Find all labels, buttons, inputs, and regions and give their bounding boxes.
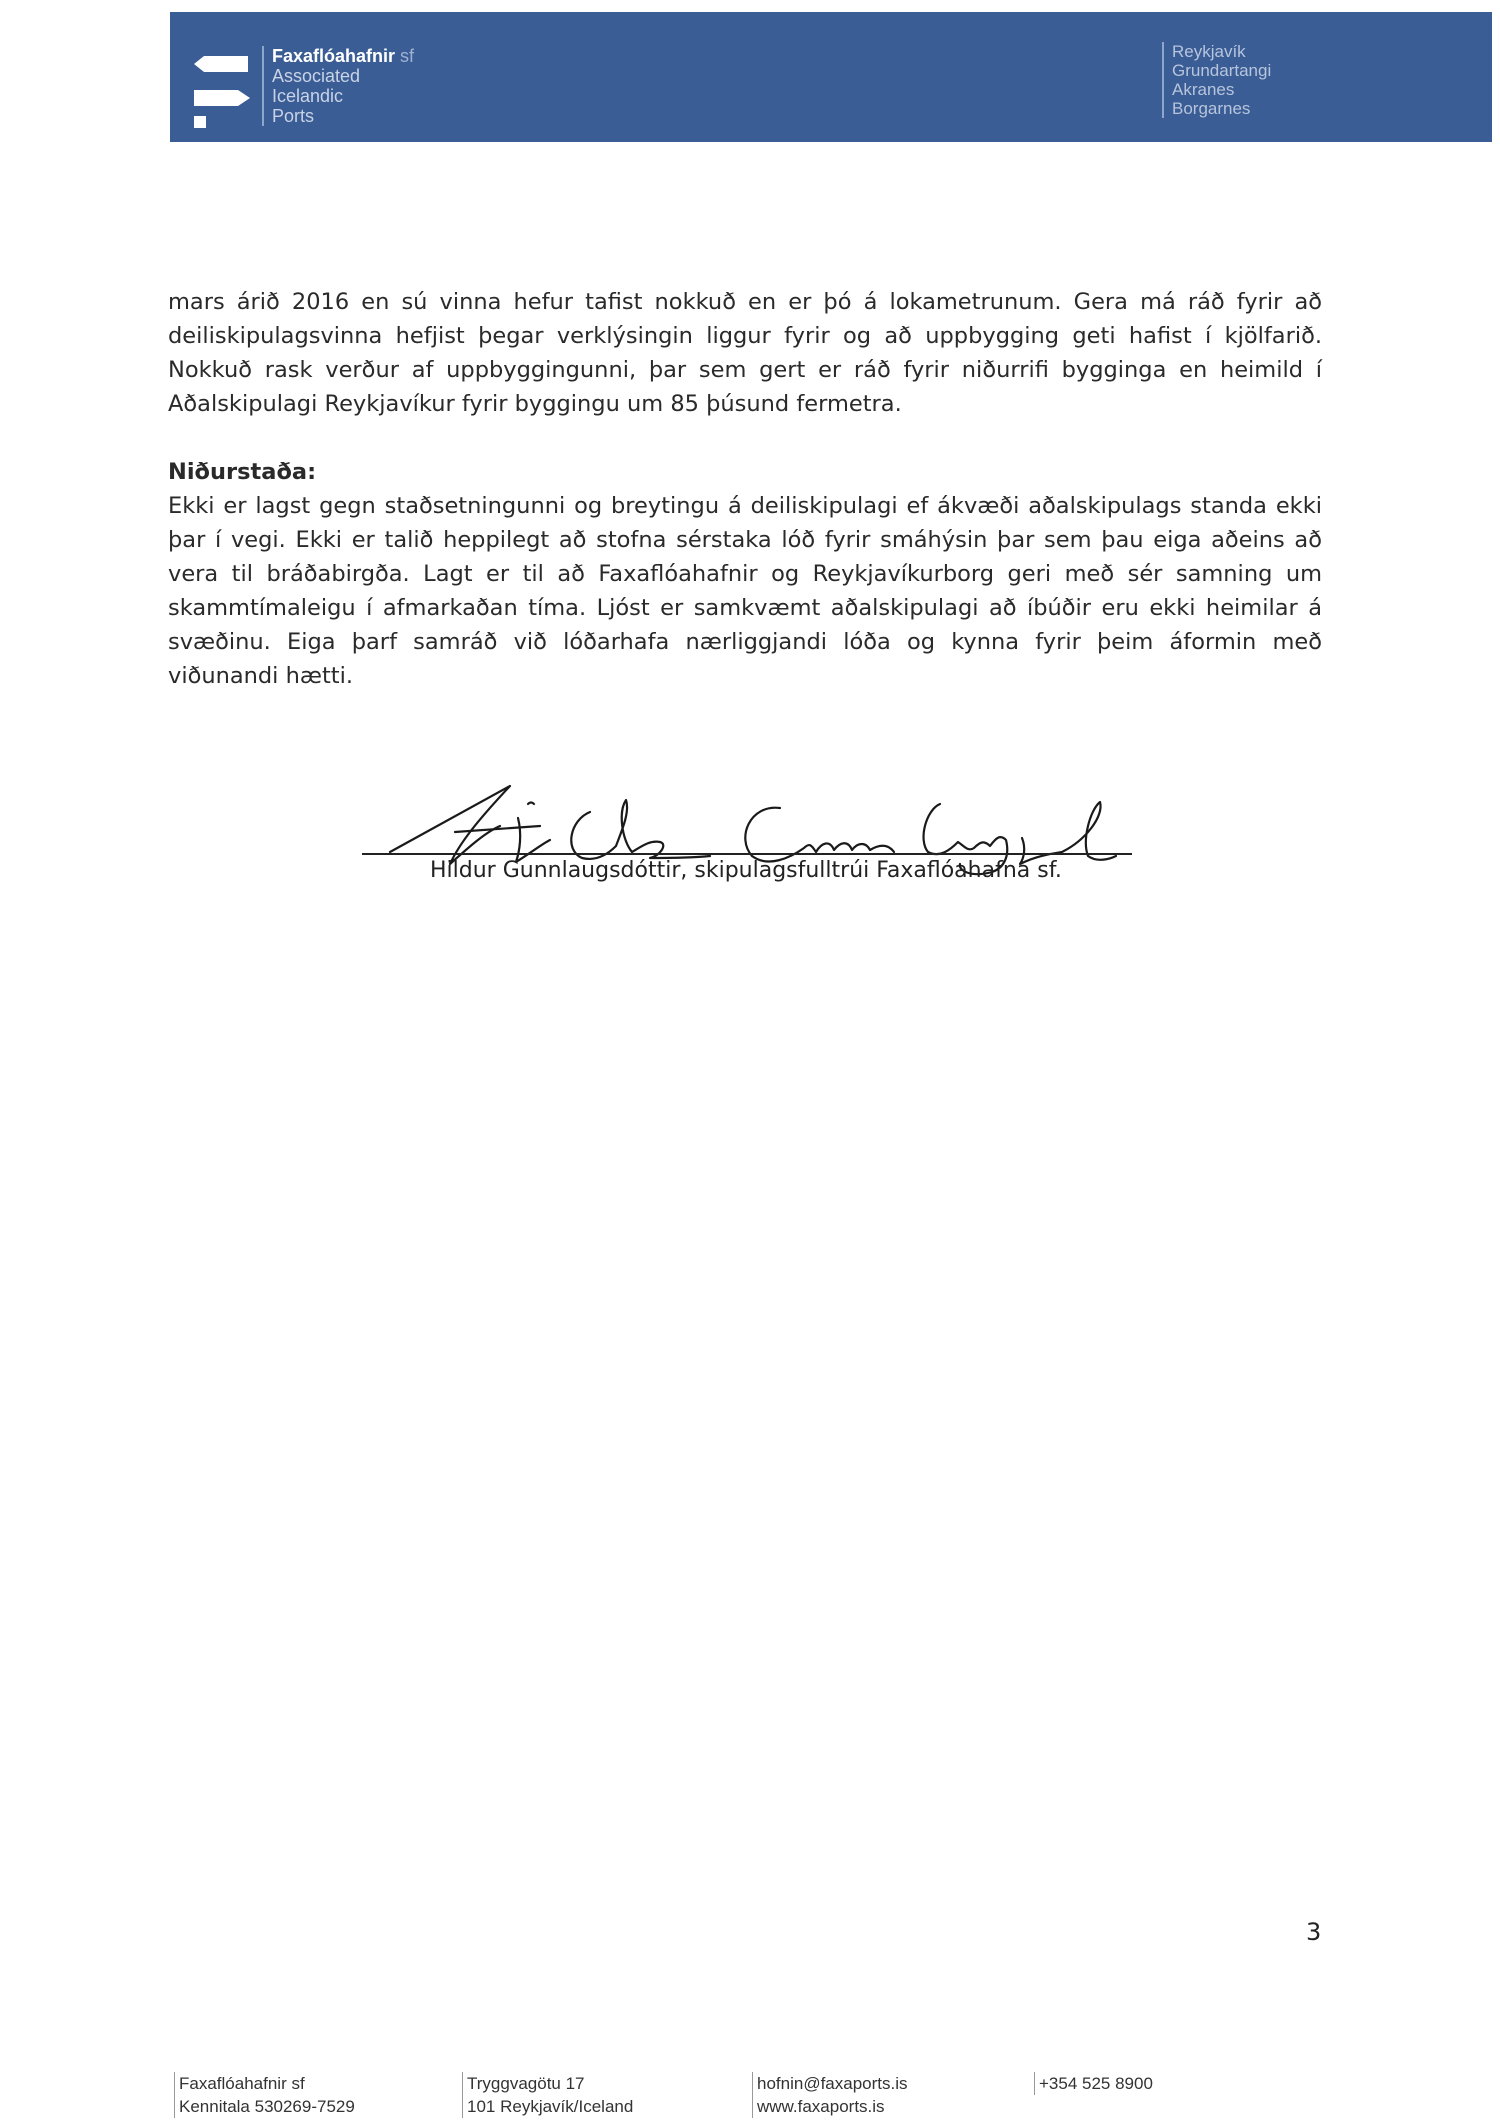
brand-suffix: sf xyxy=(400,46,415,66)
paragraph-spacer xyxy=(168,421,1322,455)
footer-phone-block xyxy=(1034,2072,1153,2095)
brand-line-2: Icelandic xyxy=(272,86,344,106)
footer-email: hofnin@faxaports.is xyxy=(757,2074,908,2093)
location-1: Reykjavík xyxy=(1172,42,1246,61)
section-heading: Niðurstaða: xyxy=(168,459,317,485)
signature-line xyxy=(362,853,1132,855)
footer-street: Tryggvagötu 17 xyxy=(467,2074,585,2093)
brand-block xyxy=(262,46,414,126)
paragraph-2: Ekki er lagst gegn staðsetningunni og breytingu á deiliskipulagi ef ákvæði aðalskipulags standa ekki þar í vegi. Ekki er talið heppilegt að stofna sérstaka lóð fyrir smáhýsin þar sem þau eiga aðeins að vera til bráðabirgða. Lagt er til að Faxaflóahafnir og Reykjavíkurborg geri með sér samning um skammtímaleigu í afmarkaðan tíma. Ljóst er samkvæmt aðalskipulagi að íbúðir eru ekki heimilar á svæðinu. Eiga þarf samráð við lóðarhafa nærliggjandi lóða og kynna fyrir þeim áformin með viðunandi hætti. xyxy=(168,493,1322,689)
brand-name-line xyxy=(272,46,414,66)
footer-phone: +354 525 8900 xyxy=(1039,2074,1153,2093)
location-3: Akranes xyxy=(1172,80,1235,99)
brand-line-3: Ports xyxy=(272,106,315,126)
brand-name: Faxaflóahafnir xyxy=(272,46,396,66)
letter-body xyxy=(168,285,1322,693)
footer-company-id: Kennitala 530269-7529 xyxy=(179,2097,355,2116)
location-2: Grundartangi xyxy=(1172,61,1272,80)
brand-line-1: Associated xyxy=(272,66,361,86)
paragraph-1: mars árið 2016 en sú vinna hefur tafist nokkuð en er þó á lokametrunum. Gera má ráð fyrir að deiliskipulagsvinna hefjist þegar verklýsingin liggur fyrir og að uppbygging geti hafist í kjölfarið. Nokkuð rask verður af uppbyggingunni, þar sem gert er ráð fyrir niðurrifi bygginga en heimild í Aðalskipulagi Reykjavíkur fyrir byggingu um 85 þúsund fermetra. xyxy=(168,289,1322,417)
footer-company-name: Faxaflóahafnir sf xyxy=(179,2074,305,2093)
handwritten-signature xyxy=(360,760,1140,910)
locations-list xyxy=(1162,42,1271,118)
signature-caption: Hildur Gunnlaugsdóttir, skipulagsfulltrúi Faxaflóahafna sf. xyxy=(430,858,1062,883)
page-number: 3 xyxy=(1306,1918,1322,1946)
footer-city: 101 Reykjavík/Iceland xyxy=(467,2097,634,2116)
location-4: Borgarnes xyxy=(1172,99,1251,118)
footer-company xyxy=(174,2072,355,2118)
footer-contact xyxy=(752,2072,908,2118)
faxaports-logo-icon xyxy=(190,48,260,128)
letterhead-banner xyxy=(170,12,1492,142)
footer-address xyxy=(462,2072,633,2118)
footer-website: www.faxaports.is xyxy=(757,2097,885,2116)
